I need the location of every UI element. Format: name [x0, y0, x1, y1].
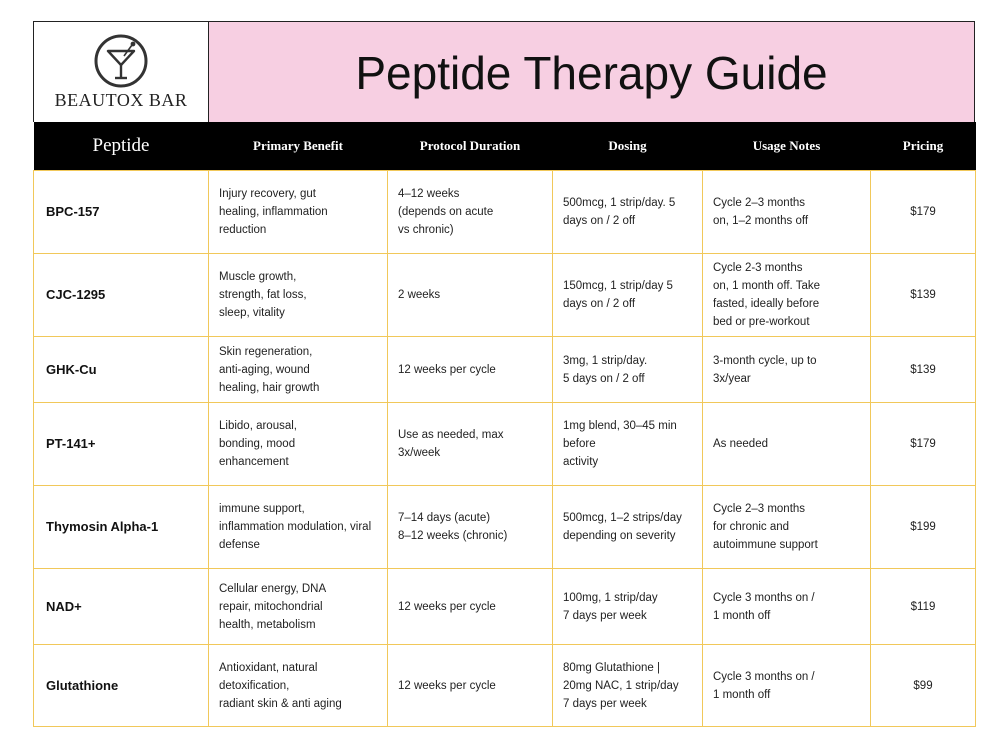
table-row — [34, 569, 976, 645]
peptide-name: Glutathione — [34, 645, 209, 727]
protocol-duration: 2 weeks — [388, 254, 553, 337]
price: $99 — [871, 645, 976, 727]
peptide-name: Thymosin Alpha-1 — [34, 486, 209, 569]
usage-notes: Cycle 2–3 months on, 1–2 months off — [703, 171, 871, 254]
usage-notes: Cycle 2–3 months for chronic and autoimmune support — [703, 486, 871, 569]
page-title: Peptide Therapy Guide — [355, 47, 828, 99]
usage-notes: As needed — [703, 403, 871, 486]
primary-benefit: Injury recovery, gut healing, inflammation reduction — [209, 171, 388, 254]
usage-notes: 3-month cycle, up to 3x/year — [703, 337, 871, 403]
peptide-name: BPC-157 — [34, 171, 209, 254]
protocol-duration: 12 weeks per cycle — [388, 337, 553, 403]
peptide-guide-sheet — [33, 21, 975, 727]
peptide-table — [33, 122, 976, 727]
dosing: 1mg blend, 30–45 min before activity — [553, 403, 703, 486]
protocol-duration: 12 weeks per cycle — [388, 645, 553, 727]
column-header-notes: Usage Notes — [703, 122, 871, 171]
dosing: 80mg Glutathione | 20mg NAC, 1 strip/day 7 days per week — [553, 645, 703, 727]
column-header-peptide: Peptide — [34, 122, 209, 171]
primary-benefit: Libido, arousal, bonding, mood enhancement — [209, 403, 388, 486]
peptide-name: NAD+ — [34, 569, 209, 645]
dosing: 3mg, 1 strip/day. 5 days on / 2 off — [553, 337, 703, 403]
price: $119 — [871, 569, 976, 645]
usage-notes: Cycle 3 months on / 1 month off — [703, 569, 871, 645]
primary-benefit: immune support, inflammation modulation, viral defense — [209, 486, 388, 569]
dosing: 500mcg, 1 strip/day. 5 days on / 2 off — [553, 171, 703, 254]
logo-text: BEAUTOX BAR — [54, 90, 188, 110]
primary-benefit: Cellular energy, DNA repair, mitochondrial health, metabolism — [209, 569, 388, 645]
column-header-benefit: Primary Benefit — [209, 122, 388, 171]
logo — [34, 22, 209, 122]
table-header-row — [34, 122, 976, 171]
table-row — [34, 645, 976, 727]
peptide-name: CJC-1295 — [34, 254, 209, 337]
title-banner — [209, 22, 974, 122]
table-row — [34, 403, 976, 486]
price: $179 — [871, 403, 976, 486]
dosing: 150mcg, 1 strip/day 5 days on / 2 off — [553, 254, 703, 337]
protocol-duration: 12 weeks per cycle — [388, 569, 553, 645]
table-row — [34, 171, 976, 254]
table-row — [34, 254, 976, 337]
column-header-pricing: Pricing — [871, 122, 976, 171]
peptide-name: PT-141+ — [34, 403, 209, 486]
dosing: 500mcg, 1–2 strips/day depending on severity — [553, 486, 703, 569]
protocol-duration: Use as needed, max 3x/week — [388, 403, 553, 486]
price: $179 — [871, 171, 976, 254]
dosing: 100mg, 1 strip/day 7 days per week — [553, 569, 703, 645]
usage-notes: Cycle 2-3 months on, 1 month off. Take fasted, ideally before bed or pre-workout — [703, 254, 871, 337]
table-row — [34, 337, 976, 403]
peptide-name: GHK-Cu — [34, 337, 209, 403]
price: $139 — [871, 337, 976, 403]
column-header-duration: Protocol Duration — [388, 122, 553, 171]
price: $199 — [871, 486, 976, 569]
header — [33, 21, 975, 122]
price: $139 — [871, 254, 976, 337]
primary-benefit: Muscle growth, strength, fat loss, sleep, vitality — [209, 254, 388, 337]
protocol-duration: 4–12 weeks (depends on acute vs chronic) — [388, 171, 553, 254]
usage-notes: Cycle 3 months on / 1 month off — [703, 645, 871, 727]
column-header-dosing: Dosing — [553, 122, 703, 171]
table-row — [34, 486, 976, 569]
protocol-duration: 7–14 days (acute) 8–12 weeks (chronic) — [388, 486, 553, 569]
primary-benefit: Antioxidant, natural detoxification, radiant skin & anti aging — [209, 645, 388, 727]
martini-glass-icon — [91, 34, 151, 88]
primary-benefit: Skin regeneration, anti-aging, wound healing, hair growth — [209, 337, 388, 403]
